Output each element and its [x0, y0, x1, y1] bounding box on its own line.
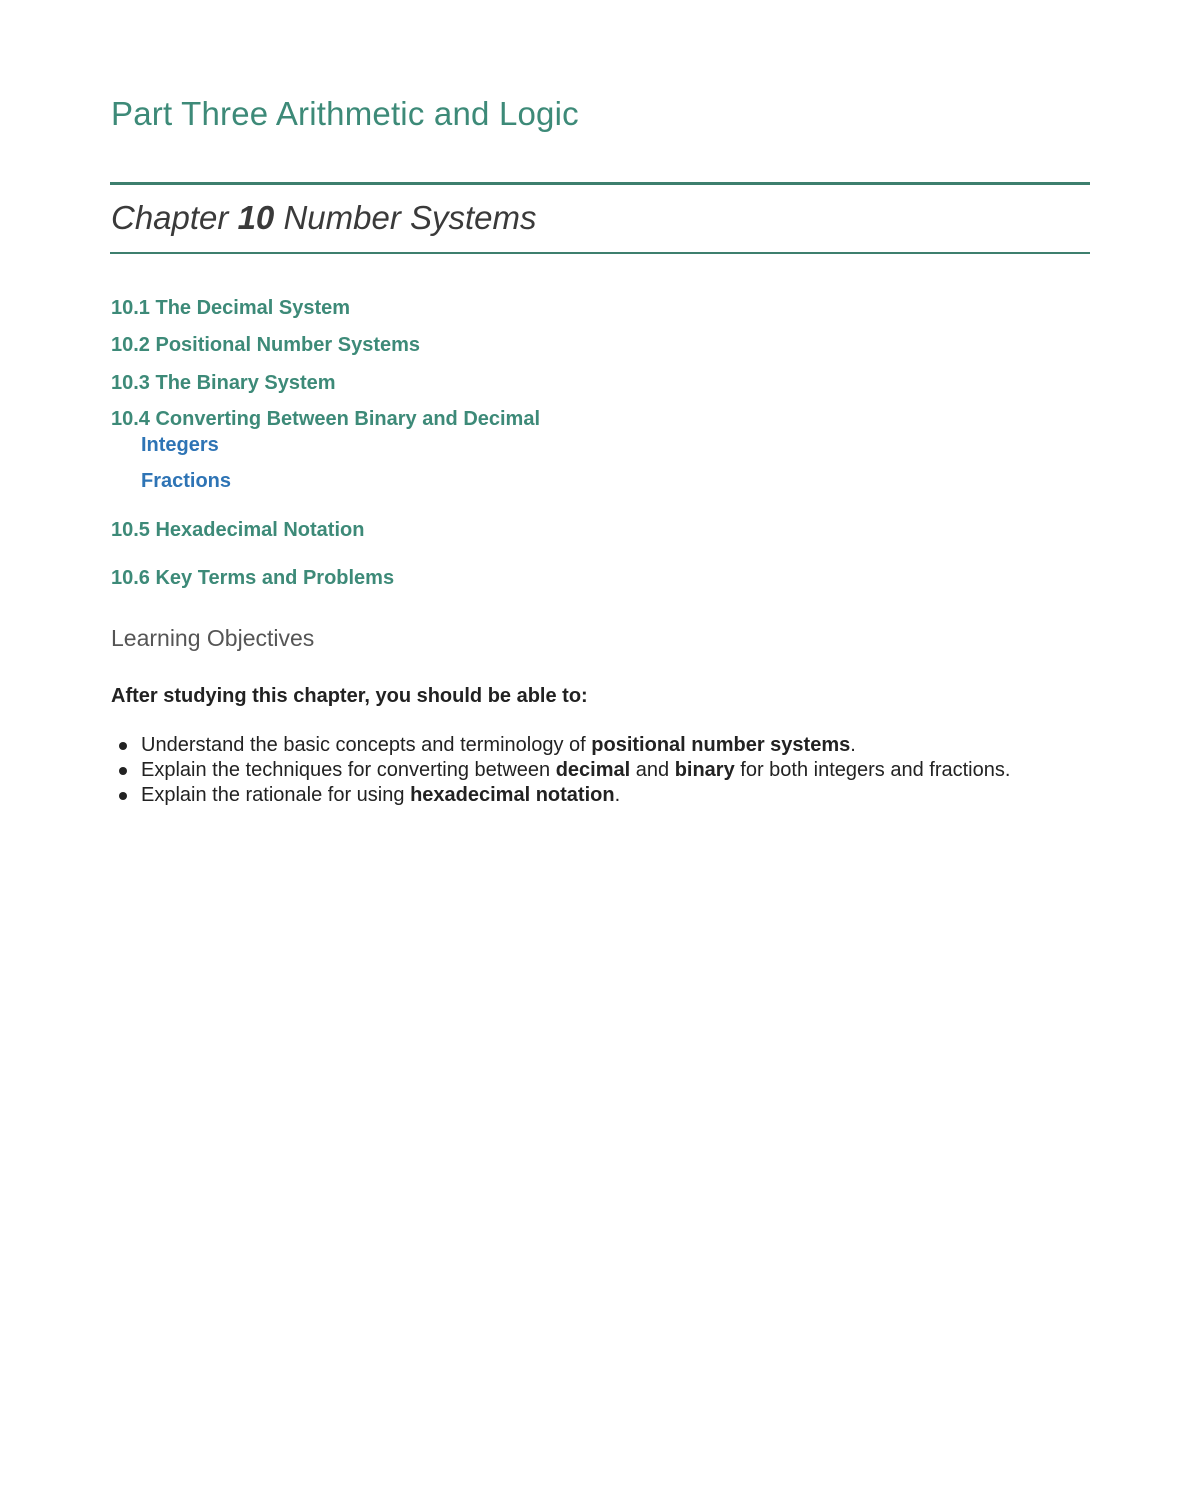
objective-keyword: hexadecimal notation — [410, 784, 615, 806]
toc-item-key-terms-problems[interactable]: 10.6 Key Terms and Problems — [111, 567, 395, 589]
list-item — [111, 783, 1010, 808]
objective-keyword: positional number systems — [591, 734, 851, 756]
objective-keyword: binary — [674, 759, 735, 781]
learning-objectives-list — [111, 733, 1010, 808]
chapter-name: Number Systems — [283, 199, 537, 236]
list-item — [111, 733, 1010, 758]
toc-item-positional-number-systems[interactable]: 10.2 Positional Number Systems — [111, 334, 421, 356]
toc-item-converting-binary-decimal[interactable]: 10.4 Converting Between Binary and Decimal — [111, 408, 541, 430]
list-item — [111, 758, 1010, 783]
learning-objectives-heading: Learning Objectives — [111, 625, 315, 651]
toc-item-binary-system[interactable]: 10.3 The Binary System — [111, 372, 336, 394]
learning-objectives-intro: After studying this chapter, you should be able to: — [111, 685, 588, 707]
objective-text: Understand the basic concepts and terminology of — [141, 734, 592, 756]
objective-keyword: decimal — [555, 759, 631, 781]
objective-text: . — [850, 734, 856, 756]
objective-text: and — [630, 759, 675, 781]
toc-subitem-fractions[interactable]: Fractions — [141, 470, 232, 492]
chapter-rule-bottom — [110, 252, 1090, 254]
objective-text: . — [614, 784, 621, 806]
toc-item-decimal-system[interactable]: 10.1 The Decimal System — [111, 297, 351, 319]
chapter-title — [111, 199, 537, 237]
chapter-prefix: Chapter — [111, 199, 229, 236]
toc-subitem-integers[interactable]: Integers — [141, 434, 219, 456]
chapter-rule-top — [110, 182, 1090, 185]
objective-text: for both integers and fractions. — [734, 759, 1011, 781]
bullet-icon — [119, 742, 127, 750]
part-title: Part Three Arithmetic and Logic — [111, 95, 579, 132]
bullet-icon — [119, 767, 127, 775]
toc-item-hexadecimal-notation[interactable]: 10.5 Hexadecimal Notation — [111, 519, 365, 541]
bullet-icon — [119, 792, 127, 800]
objective-text: Explain the rationale for using — [141, 784, 411, 806]
chapter-number: 10 — [237, 199, 275, 236]
objective-text: Explain the techniques for converting between — [141, 759, 556, 781]
